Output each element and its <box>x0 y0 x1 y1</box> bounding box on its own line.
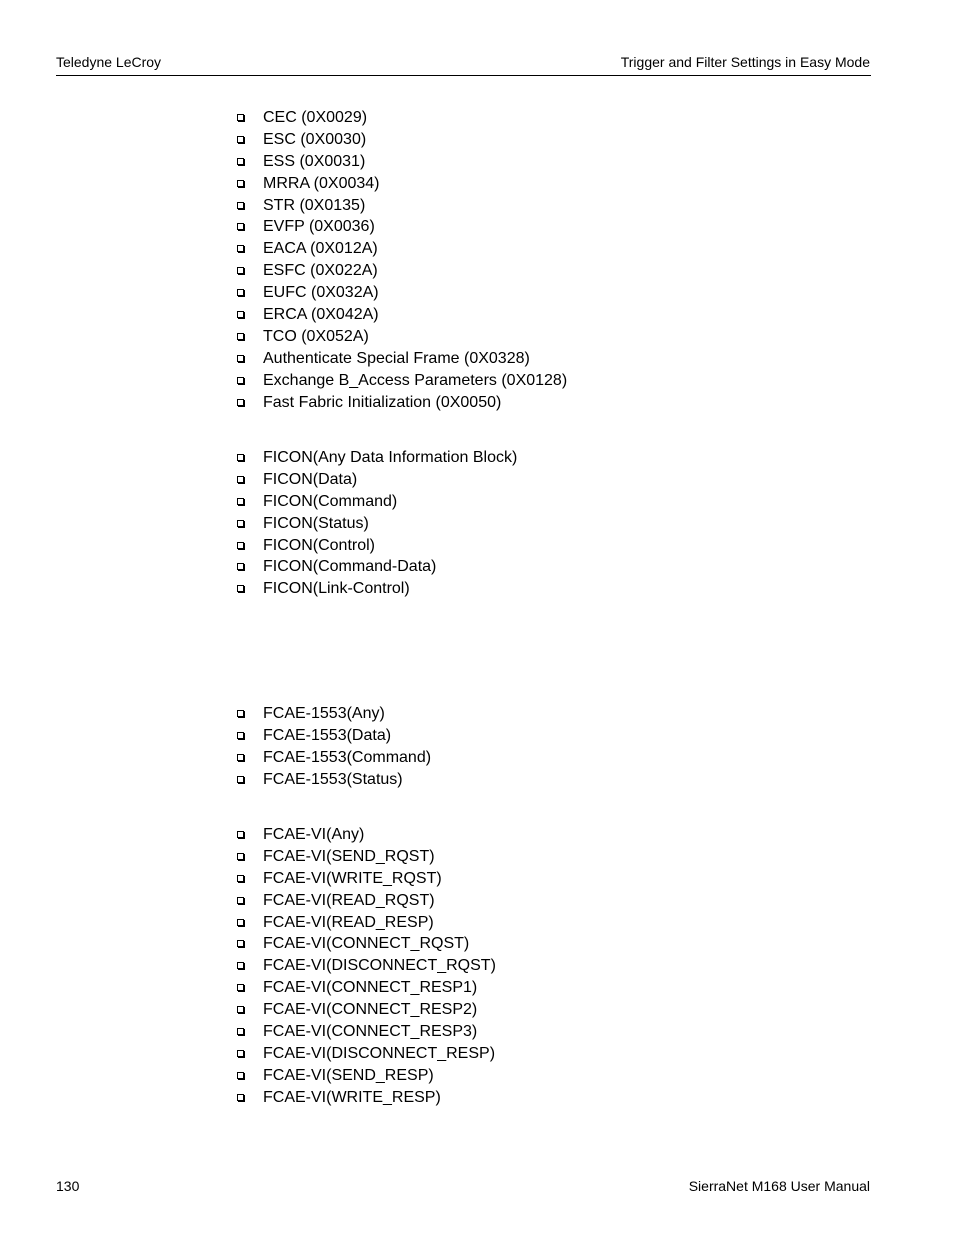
checkbox-bullet-icon <box>237 776 244 783</box>
checkbox-bullet-icon <box>237 158 244 165</box>
page-number: 130 <box>56 1178 80 1194</box>
checkbox-bullet-icon <box>237 136 244 143</box>
list-item-label: ERCA (0X042A) <box>263 306 379 324</box>
list-item-label: FCAE-VI(DISCONNECT_RQST) <box>263 957 496 975</box>
checkbox-bullet-icon <box>237 754 244 761</box>
checkbox-bullet-icon <box>237 355 244 362</box>
list-item-label: FICON(Command-Data) <box>263 558 437 576</box>
list-item-label: FCAE-VI(SEND_RQST) <box>263 847 435 865</box>
checkbox-bullet-icon <box>237 919 244 926</box>
checkbox-bullet-icon <box>237 399 244 406</box>
list-item-label: FICON(Status) <box>263 514 369 532</box>
list-item-label: FCAE-VI(WRITE_RESP) <box>263 1088 441 1106</box>
list-item-label: FICON(Control) <box>263 536 376 554</box>
checkbox-bullet-icon <box>237 940 244 947</box>
list-item-label: FCAE-VI(WRITE_RQST) <box>263 869 442 887</box>
list-item-label: FCAE-VI(CONNECT_RQST) <box>263 935 470 953</box>
checkbox-bullet-icon <box>237 1072 244 1079</box>
list-item-label: FCAE-VI(READ_RQST) <box>263 891 435 909</box>
checkbox-bullet-icon <box>237 267 244 274</box>
manual-title: SierraNet M168 User Manual <box>688 1178 870 1194</box>
checkbox-bullet-icon <box>237 962 244 969</box>
list-item-label: FCAE-VI(Any) <box>263 826 365 843</box>
header-divider <box>56 75 871 76</box>
list-item-label: FCAE-VI(CONNECT_RESP2) <box>263 1001 478 1019</box>
checkbox-bullet-icon <box>237 897 244 904</box>
checkbox-bullet-icon <box>237 732 244 739</box>
list-item-label: FCAE-1553(Status) <box>263 770 403 788</box>
list-item-label: FICON(Link-Control) <box>263 580 410 598</box>
checkbox-bullet-icon <box>237 311 244 318</box>
checkbox-bullet-icon <box>237 831 244 838</box>
checkbox-bullet-icon <box>237 202 244 209</box>
header-section-title: Trigger and Filter Settings in Easy Mode <box>620 54 870 70</box>
checkbox-bullet-icon <box>237 245 244 252</box>
list-item-label: EUFC (0X032A) <box>263 284 379 302</box>
list-item-label: FICON(Any Data Information Block) <box>263 449 518 466</box>
checkbox-bullet-icon <box>237 498 244 505</box>
list-item-label: FCAE-VI(READ_RESP) <box>263 913 434 931</box>
list-item-label: FCAE-VI(DISCONNECT_RESP) <box>263 1044 496 1062</box>
checkbox-bullet-icon <box>237 289 244 296</box>
list-item-label: CEC (0X0029) <box>263 109 368 126</box>
checkbox-bullet-icon <box>237 585 244 592</box>
list-item-label: MRRA (0X0034) <box>263 174 380 192</box>
list-item-label: EACA (0X012A) <box>263 240 378 258</box>
list-item-label: FCAE-1553(Data) <box>263 726 392 744</box>
checkbox-bullet-icon <box>237 223 244 230</box>
checkbox-bullet-icon <box>237 542 244 549</box>
checkbox-bullet-icon <box>237 377 244 384</box>
list-item-label: EVFP (0X0036) <box>263 218 375 236</box>
checkbox-bullet-icon <box>237 853 244 860</box>
list-item-label: FCAE-VI(CONNECT_RESP3) <box>263 1023 478 1041</box>
checkbox-bullet-icon <box>237 563 244 570</box>
list-item-label: STR (0X0135) <box>263 196 366 214</box>
checkbox-bullet-icon <box>237 875 244 882</box>
list-item-label: FICON(Data) <box>263 470 358 488</box>
checkbox-bullet-icon <box>237 1006 244 1013</box>
list-item-label: ESFC (0X022A) <box>263 262 378 280</box>
checkbox-bullet-icon <box>237 1028 244 1035</box>
list-item-label: Exchange B_Access Parameters (0X0128) <box>263 371 568 389</box>
checkbox-bullet-icon <box>237 454 244 461</box>
list-item-label: Fast Fabric Initialization (0X0050) <box>263 393 502 411</box>
list-item-label: ESC (0X0030) <box>263 130 367 148</box>
list-item-label: ESS (0X0031) <box>263 152 366 170</box>
list-item-label: FICON(Command) <box>263 492 398 510</box>
list-item-label: FCAE-VI(CONNECT_RESP1) <box>263 979 478 997</box>
checkbox-bullet-icon <box>237 1094 244 1101</box>
list-item-label: FCAE-VI(SEND_RESP) <box>263 1066 434 1084</box>
list-item-label: FCAE-1553(Any) <box>263 705 385 722</box>
checkbox-bullet-icon <box>237 984 244 991</box>
list-item-label: FCAE-1553(Command) <box>263 748 432 766</box>
list-item-label: TCO (0X052A) <box>263 327 369 345</box>
checkbox-bullet-icon <box>237 333 244 340</box>
checkbox-bullet-icon <box>237 710 244 717</box>
header-company: Teledyne LeCroy <box>56 54 162 70</box>
checkbox-bullet-icon <box>237 1050 244 1057</box>
list-item-label: Authenticate Special Frame (0X0328) <box>263 349 530 367</box>
checkbox-bullet-icon <box>237 180 244 187</box>
checkbox-bullet-icon <box>237 476 244 483</box>
checkbox-bullet-icon <box>237 114 244 121</box>
checkbox-bullet-icon <box>237 520 244 527</box>
